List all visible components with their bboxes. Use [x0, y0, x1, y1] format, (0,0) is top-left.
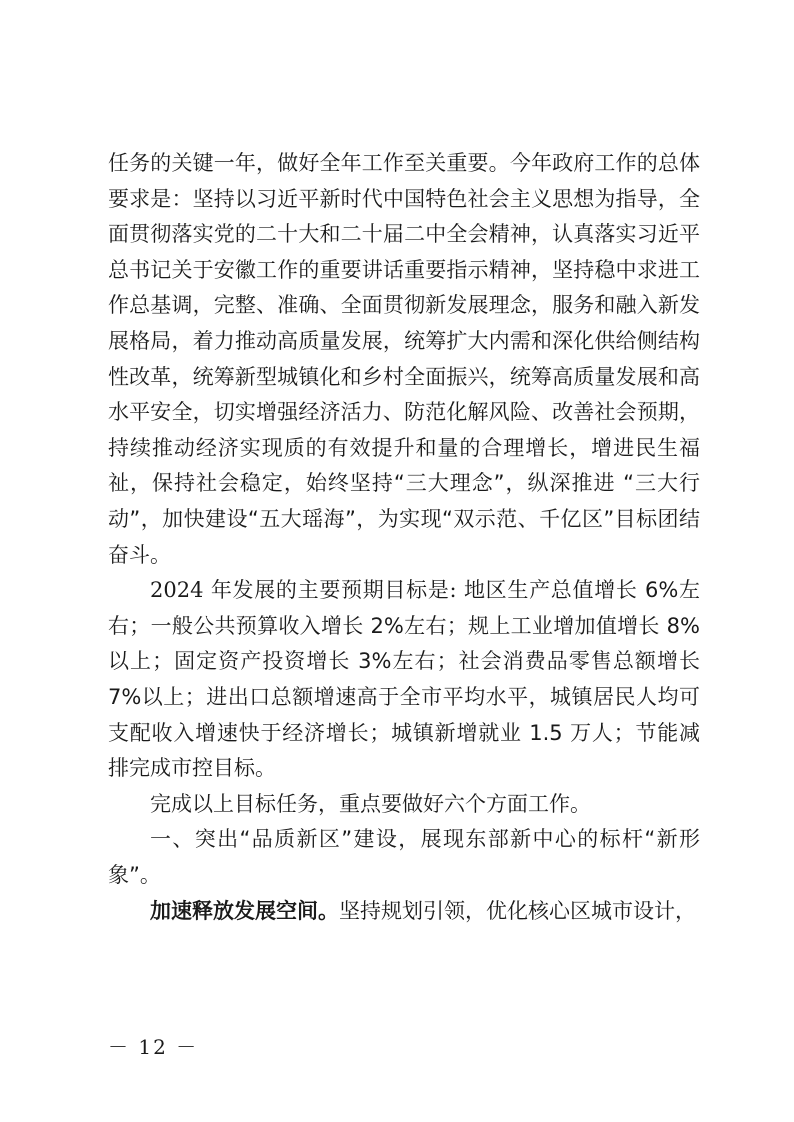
bold-lead-text: 加速释放发展空间。 [150, 898, 339, 924]
paragraph-general-requirements [108, 146, 700, 573]
section-heading: 一、突出“品质新区”建设，展现东部新中心的标杆“新形象”。 [108, 827, 700, 887]
paragraph-main-targets [108, 573, 700, 787]
paragraph-text: 地区生产总值增长 6%左右；一般公共预算收入增长 2%左右；规上工业增加值增长 8%以上；固定资产投资增长 3%左右；社会消费品零售总额增长 7%以上；进出口总额增速高于全市平均水平，城镇居民人均可支配收入增速快于经济增长；城镇新增就业 1.5 万人；节能减排完成市控目标。 [108, 578, 700, 781]
paragraph-text-serif: 任务的关键一年，做好全年工作至关重要。今年政府工作的总体 [108, 151, 700, 175]
body-text [108, 146, 700, 930]
paragraph-text-serif: 2024 年发展的主要预期目标是: [150, 578, 464, 603]
paragraph-text: 要求是：坚持以习近平新时代中国特色社会主义思想为指导，全面贯彻落实党的二十大和二十届二中全会精神，认真落实习近平总书记关于安徽工作的重要讲话重要指示精神，坚持稳中求进工作总基调，完整、准确、全面贯彻新发展理念，服务和融入新发展格局，着力推动高质量发展，统筹扩大内需和深化供给侧结构性改革，统筹新型城镇化和乡村全面振兴，统筹高质量发展和高水平安全，切实增强经济活力、防范化解风险、改善社会预期，持续推动经济实现质的有效提升和量的合理增长，增进民生福祉，保持社会稳定，始终坚持“三大理念”，纵深推进 “三大行动”，加快建设“五大瑶海”，为实现“双示范、千亿区”目标团结奋斗。 [108, 186, 700, 567]
page-number: － 12 － [108, 1035, 199, 1059]
paragraph-development-space [108, 893, 700, 930]
paragraph-six-tasks: 完成以上目标任务，重点要做好六个方面工作。 [150, 791, 591, 816]
paragraph-text: 坚持规划引领，优化核心区城市设计， [339, 899, 696, 924]
